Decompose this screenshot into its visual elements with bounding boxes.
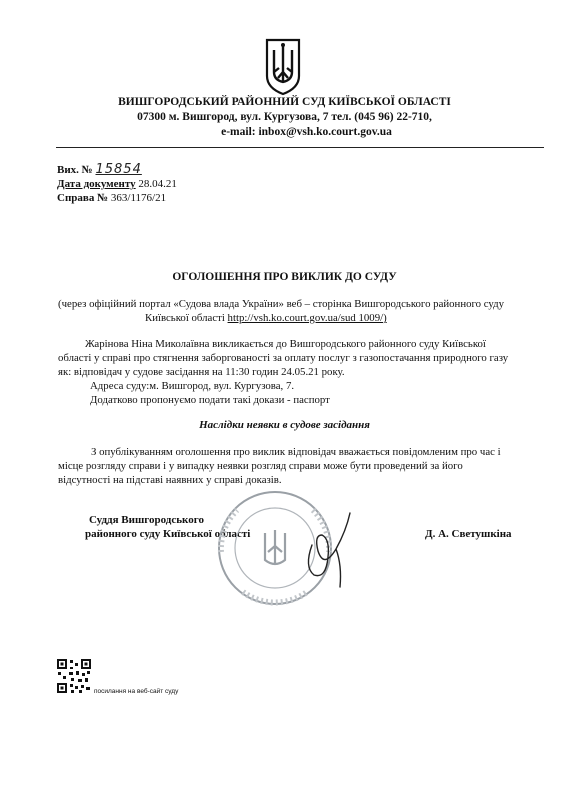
consequences-line-2: місце розгляду справи і у випадку неявки розгляд справи може бути проведений за його bbox=[58, 460, 463, 472]
case-value: 363/1176/21 bbox=[110, 192, 167, 204]
qr-code-icon bbox=[56, 658, 92, 694]
portal-link[interactable]: http://vsh.ko.court.gov.ua/sud 1009/) bbox=[227, 312, 387, 324]
consequences-line-1: З опублікуванням оголошення про виклик відповідач вважається повідомленим про час і bbox=[91, 446, 501, 458]
notice-title: ОГОЛОШЕННЯ ПРО ВИКЛИК ДО СУДУ bbox=[172, 271, 397, 283]
ukraine-emblem-icon bbox=[264, 38, 302, 96]
portal-line-2-prefix: Київської області bbox=[145, 312, 228, 324]
case-number-row bbox=[57, 192, 166, 204]
court-address-line: Адреса суду:м. Вишгород, вул. Кургузова, 7. bbox=[90, 380, 295, 392]
outgoing-number-row bbox=[57, 162, 142, 177]
portal-line-2 bbox=[145, 312, 387, 326]
document-date-row bbox=[57, 178, 177, 190]
notice-body-line-3: як: відповідач у судове засідання на 11:30 годин 24.05.21 року. bbox=[58, 366, 345, 378]
evidence-line: Додатково пропонуємо подати такі докази - паспорт bbox=[90, 394, 330, 406]
document-date-value: 28.04.21 bbox=[138, 178, 177, 190]
outgoing-label: Вих. № bbox=[57, 164, 93, 176]
judge-position-line-2: районного суду Київської області bbox=[85, 528, 251, 540]
outgoing-number: 15854 bbox=[95, 162, 142, 177]
notice-body-line-1: Жарінова Ніна Миколаївна викликається до Вишгородського районного суду Київської bbox=[85, 338, 486, 350]
consequences-line-3: відсутності на підставі наявних у справі доказів. bbox=[58, 474, 282, 486]
consequences-title: Наслідки неявки в судове засідання bbox=[199, 419, 370, 431]
case-label: Справа № bbox=[57, 192, 109, 204]
judge-position-line-1: Суддя Вишгородського bbox=[89, 514, 204, 526]
court-name: ВИШГОРОДСЬКИЙ РАЙОННИЙ СУД КИЇВСЬКОЇ ОБЛАСТІ bbox=[118, 96, 451, 108]
portal-line-1: (через офіційний портал «Судова влада України» веб – сторінка Вишгородського районного суду bbox=[58, 298, 505, 310]
notice-body-line-2: області у справі про стягнення заборгованості за оплату послуг з газопостачання природного газу bbox=[58, 352, 509, 364]
qr-caption: посилання на веб-сайт суду bbox=[94, 688, 179, 695]
court-email: e-mail: inbox@vsh.ko.court.gov.ua bbox=[221, 126, 392, 138]
court-address: 07300 м. Вишгород, вул. Кургузова, 7 тел. (045 96) 22-710, bbox=[137, 111, 432, 123]
header-divider bbox=[56, 147, 544, 148]
judge-name: Д. А. Светушкіна bbox=[425, 528, 512, 540]
handwritten-signature-icon bbox=[300, 505, 360, 590]
document-date-label: Дата документу bbox=[57, 178, 136, 190]
